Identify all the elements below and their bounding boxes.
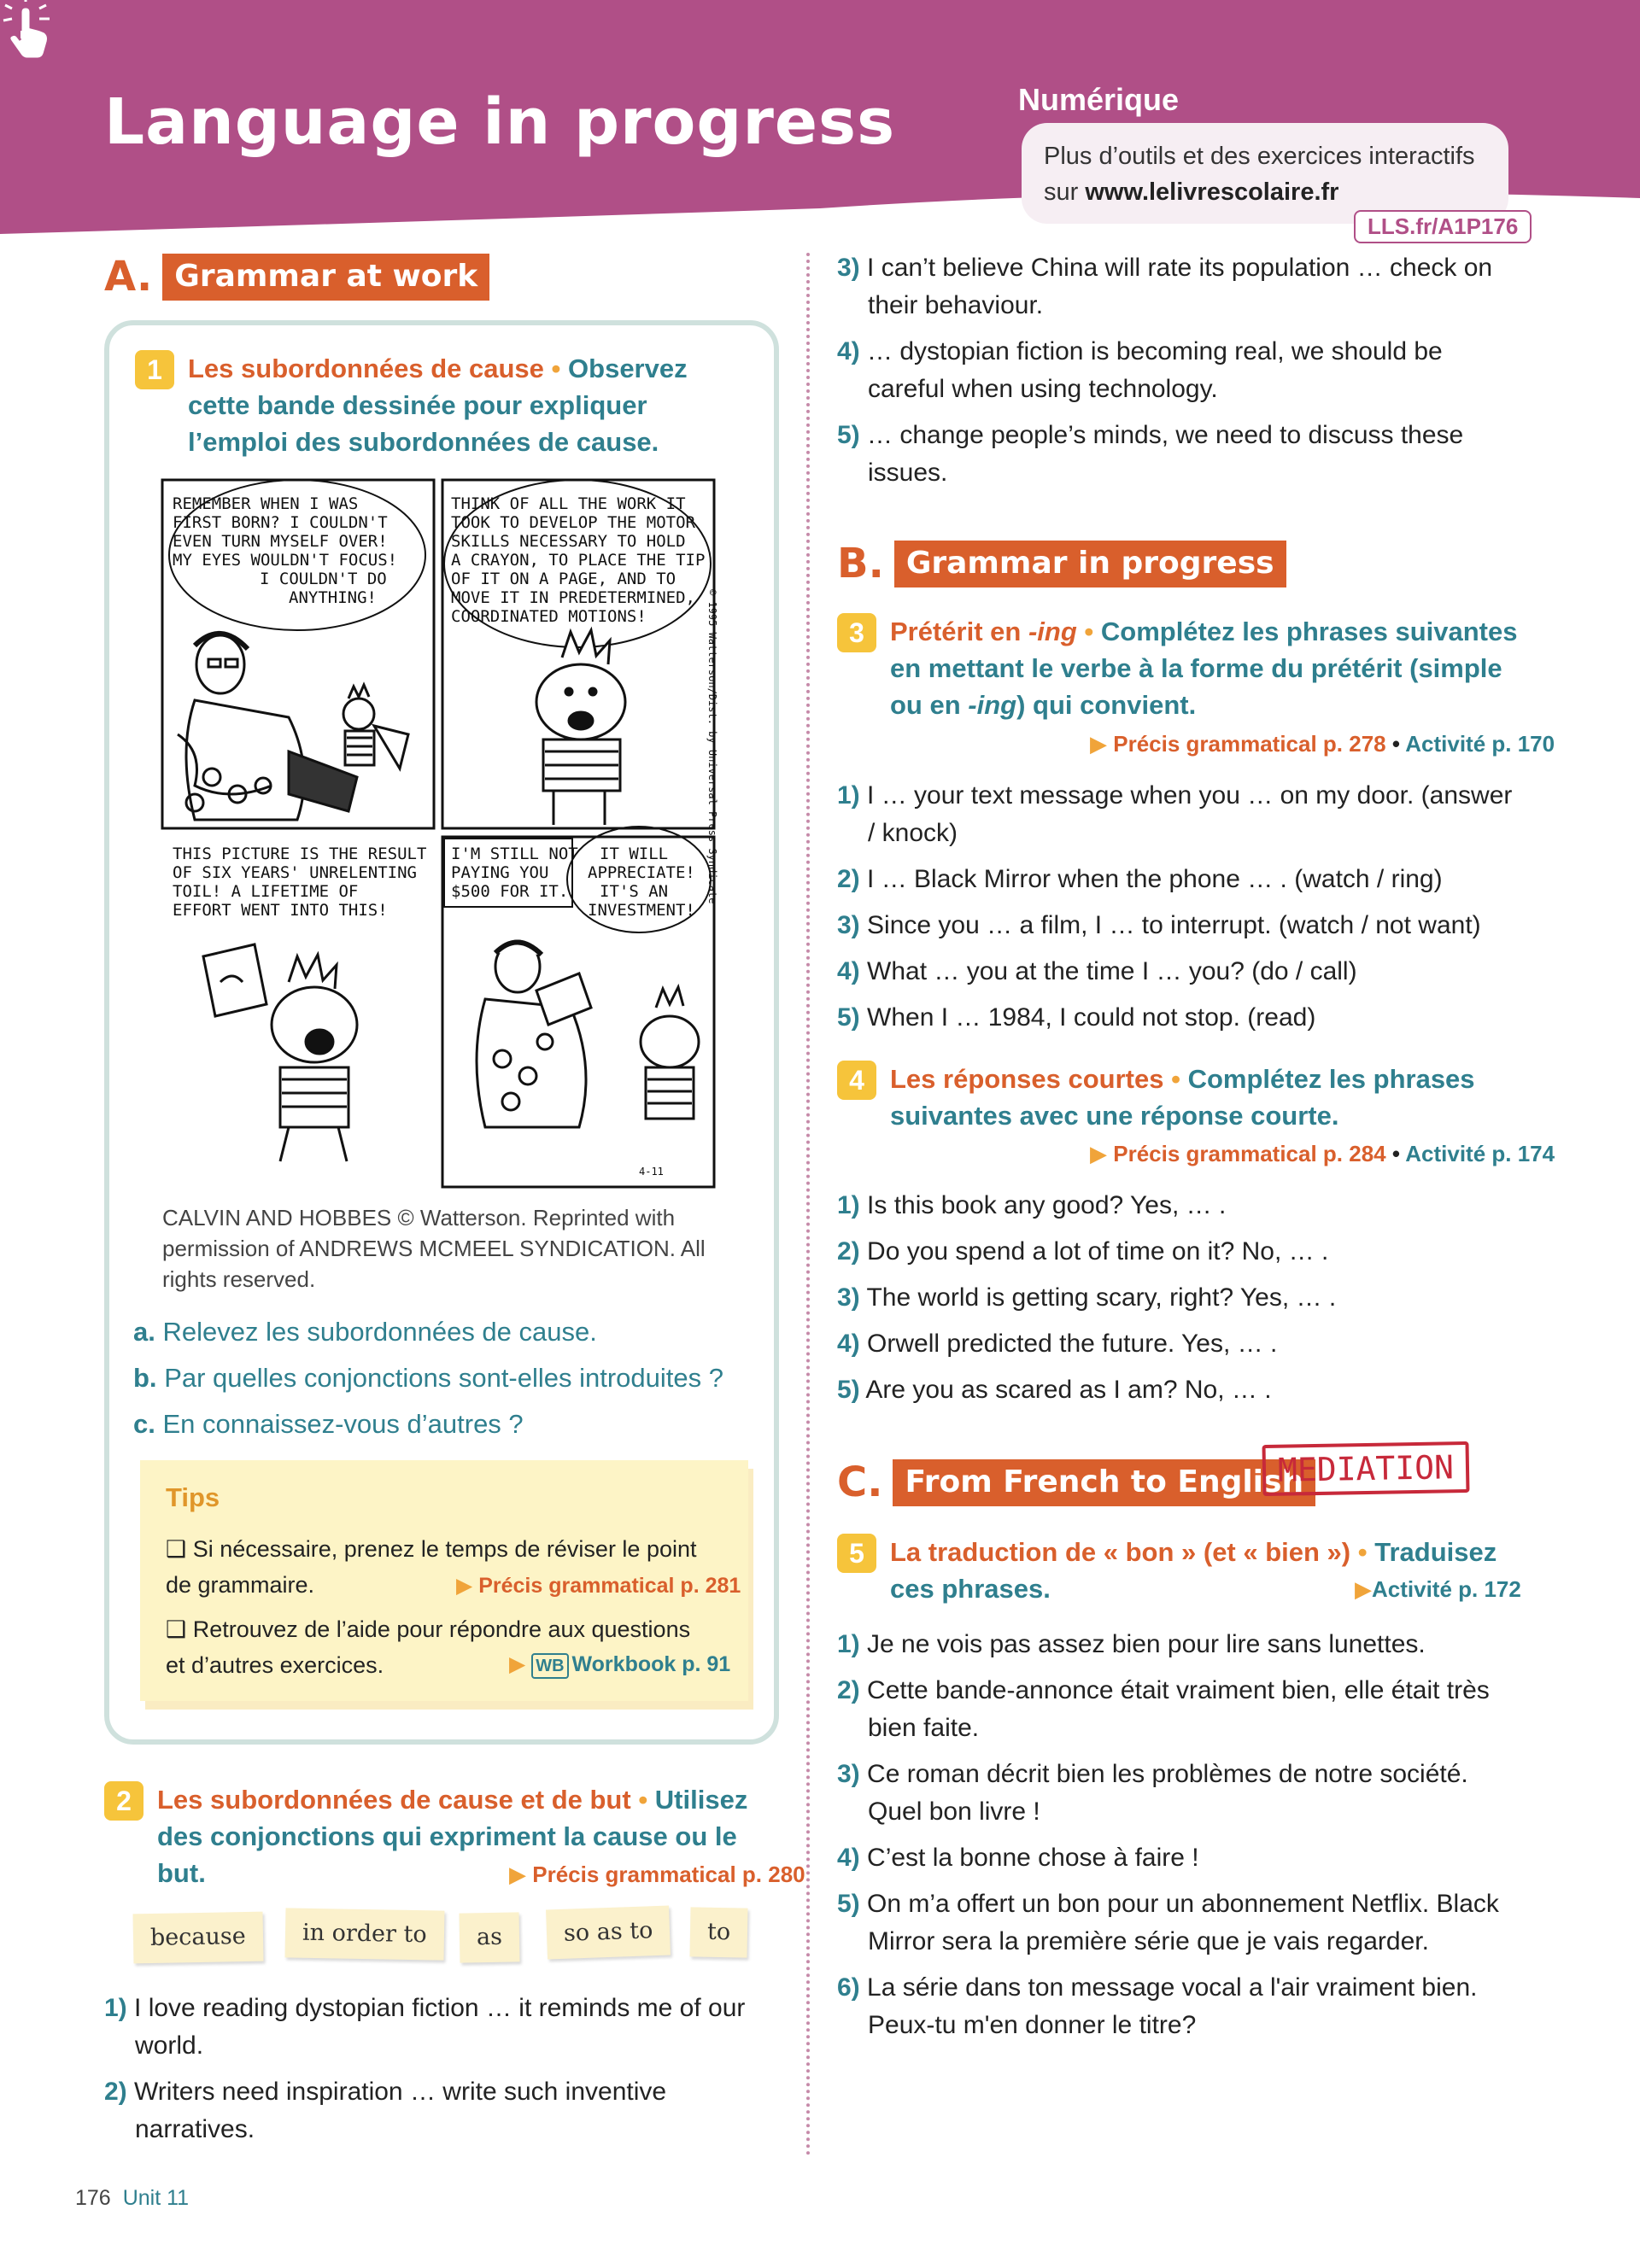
- column-divider: [806, 253, 810, 2157]
- text: En connaissez-vous d’autres ?: [162, 1409, 524, 1439]
- text: MY EYES WOULDN'T FOCUS!: [173, 551, 398, 570]
- text: Complétez les phrases: [1187, 1064, 1475, 1094]
- text: INVESTMENT!: [588, 901, 695, 920]
- text: From French to English: [893, 1459, 1315, 1506]
- text: •: [638, 1785, 648, 1815]
- text: c.: [133, 1409, 155, 1439]
- text: IT'S AN: [600, 882, 669, 901]
- tip-line: ❑ Si nécessaire, prenez le temps de réviser le point: [166, 1536, 697, 1562]
- text: en mettant le verbe à la forme du prétérit (simple: [890, 653, 1502, 683]
- text: The world is getting scary, right? Yes, … .: [866, 1283, 1337, 1312]
- comic-credit: CALVIN AND HOBBES © Watterson. Reprinted with permission of ANDREWS MCMEEL SYNDICATION. All rights reserved.: [162, 1205, 706, 1292]
- text: SKILLS NECESSARY TO HOLD: [451, 532, 686, 551]
- text: Activité p. 170: [1405, 731, 1555, 757]
- text: Orwell predicted the future. Yes, … .: [867, 1330, 1278, 1358]
- exercise-title: Les subordonnées de cause: [188, 354, 544, 383]
- text: TOOK TO DEVELOP THE MOTOR: [451, 513, 695, 532]
- text: 1): [837, 781, 860, 810]
- numerique-text: Plus d’outils et des exercices interactifs: [1044, 143, 1475, 170]
- header-band: [0, 0, 1640, 248]
- list-item: [837, 249, 1520, 324]
- text: I … your text message when you … on my door. (answer / knock): [867, 781, 1513, 847]
- text: Are you as scared as I am? No, … .: [865, 1376, 1272, 1404]
- list-item: [837, 333, 1520, 408]
- text: 3): [837, 1283, 860, 1312]
- text: C.: [837, 1458, 883, 1506]
- text: 6): [837, 1973, 860, 2002]
- text: 4: [837, 1061, 876, 1100]
- text: ou en: [890, 690, 969, 720]
- text: •: [1084, 617, 1094, 646]
- tips-title: Tips: [166, 1482, 220, 1512]
- text: conjonctions qui expriment la cause ou le but.: [157, 1821, 737, 1888]
- text: 5: [837, 1534, 876, 1573]
- text: Précis grammatical p. 278: [1113, 731, 1386, 757]
- text: La traduction de « bon » (et « bien »): [890, 1537, 1351, 1567]
- text: B.: [837, 540, 884, 587]
- question-b: [133, 1363, 723, 1394]
- text: C’est la bonne chose à faire !: [867, 1844, 1199, 1872]
- text: Les subordonnées de cause et de but: [157, 1785, 631, 1815]
- tip-ref-workbook[interactable]: [509, 1651, 730, 1679]
- text: Workbook p. 91: [571, 1652, 731, 1676]
- tips-box: [140, 1460, 748, 1701]
- section-b-heading: [837, 540, 1286, 587]
- text: 3: [837, 613, 876, 652]
- section-letter: A.: [104, 253, 153, 301]
- text: REMEMBER WHEN I WAS: [173, 494, 359, 513]
- tip-ref-precis[interactable]: [456, 1573, 741, 1599]
- text: Les réponses courtes: [890, 1064, 1164, 1094]
- text: I'M STILL NOT: [451, 845, 578, 863]
- text: Précis grammatical p. 284: [1113, 1141, 1386, 1166]
- conjunction-chip: to: [689, 1907, 747, 1957]
- text: Traduisez: [1374, 1537, 1497, 1567]
- instruction: Observez cette: [188, 354, 688, 420]
- text: $500 FOR IT.: [451, 882, 569, 901]
- text: I love reading dystopian fiction … it reminds me of our world.: [134, 1994, 746, 2060]
- text: 1): [104, 1994, 127, 2022]
- exercise-4-header: [837, 1061, 1538, 1134]
- text: -ing: [1028, 617, 1077, 646]
- exercise-5-ref[interactable]: [1355, 1576, 1521, 1603]
- calvin-and-hobbes-comic: [161, 478, 716, 1189]
- text: TOIL! A LIFETIME OF: [173, 882, 359, 901]
- exercise-2-list-right: [837, 249, 1520, 500]
- text: On m’a offert un bon pour un abonnement Netflix. Black Mirror sera la première série que je vais regarder.: [867, 1890, 1499, 1955]
- text: PAYING YOU: [451, 863, 549, 882]
- exercise-number: 2: [104, 1781, 144, 1821]
- text: 5): [837, 1890, 860, 1918]
- numerique-link[interactable]: www.lelivrescolaire.fr: [1085, 178, 1339, 206]
- text: 4): [837, 957, 860, 985]
- numerique-label: Numérique: [1018, 82, 1180, 117]
- text: 3): [837, 1760, 860, 1788]
- arrow-icon: ▶: [1355, 1576, 1372, 1602]
- text: Activité p. 174: [1405, 1141, 1555, 1166]
- comic-panel-2-text: [451, 494, 705, 626]
- text: I … Black Mirror when the phone … . (watch / ring): [867, 865, 1443, 893]
- tip-line: ❑ Retrouvez de l’aide pour répondre aux questions: [166, 1616, 691, 1642]
- text: a.: [133, 1317, 155, 1347]
- conjunction-chip: so as to: [546, 1905, 671, 1959]
- exercise-5-list: [837, 1626, 1520, 2053]
- bullet: •: [551, 354, 561, 383]
- exercise-3-list: [837, 777, 1520, 1045]
- text: OF IT ON A PAGE, AND TO: [451, 570, 676, 588]
- text: 3): [837, 911, 860, 939]
- text: Par quelles conjonctions sont-elles introduites ?: [164, 1363, 724, 1393]
- text: APPRECIATE!: [588, 863, 695, 882]
- conjunction-chip: because: [133, 1912, 264, 1964]
- exercise-2-ref[interactable]: [509, 1862, 805, 1888]
- text: EFFORT WENT INTO THIS!: [173, 901, 388, 920]
- text: 1): [837, 1630, 860, 1658]
- text: I can’t believe China will rate its population … check on their behaviour.: [867, 254, 1493, 319]
- text: A CRAYON, TO PLACE THE TIP: [451, 551, 706, 570]
- section-label: Grammar at work: [162, 254, 489, 301]
- arrow-icon: ▶: [509, 1862, 526, 1887]
- text: 2): [104, 2078, 127, 2106]
- text: •: [1171, 1064, 1180, 1094]
- question-c: [133, 1409, 524, 1440]
- exercise-number: 1: [135, 350, 174, 389]
- list-item: [837, 417, 1520, 492]
- text: Activité p. 172: [1372, 1576, 1521, 1602]
- text: Do you spend a lot of time on it? No, … .: [867, 1237, 1329, 1266]
- text: Cette bande-annonce était vraiment bien, elle était très bien faite.: [867, 1676, 1490, 1742]
- text: 4): [837, 337, 860, 365]
- instruction: subordonnées de cause.: [348, 427, 659, 457]
- arrow-icon: ▶: [1090, 1141, 1107, 1166]
- workbook-icon: WB: [531, 1653, 568, 1679]
- exercise-3-header: [837, 613, 1538, 723]
- text: ) qui convient.: [1016, 690, 1197, 720]
- instruction: bande dessinée pour expliquer l’emploi des: [188, 390, 647, 457]
- text: 4-11: [639, 1166, 664, 1178]
- exercise-2-list-left: [104, 1990, 788, 2157]
- text: 5): [837, 1376, 860, 1404]
- conjunction-chip: in order to: [285, 1908, 445, 1960]
- exercise-4-list: [837, 1187, 1520, 1418]
- page-title: Language in progress: [104, 85, 896, 159]
- text: THIS PICTURE IS THE RESULT: [173, 845, 427, 863]
- numerique-prefix: sur: [1044, 178, 1086, 206]
- text: IT WILL: [600, 845, 669, 863]
- text: 3): [837, 254, 860, 282]
- text: •: [1357, 1537, 1368, 1567]
- text: Je ne vois pas assez bien pour lire sans lunettes.: [867, 1630, 1426, 1658]
- text: What … you at the time I … you? (do / call): [867, 957, 1357, 985]
- text: Précis grammatical p. 281: [478, 1574, 741, 1598]
- exercise-4-ref[interactable]: ▶ Précis grammatical p. 284 • Activité p. 174: [1090, 1141, 1555, 1166]
- text: MOVE IT IN PREDETERMINED,: [451, 588, 695, 607]
- text: Grammar in progress: [894, 541, 1286, 587]
- arrow-icon: ▶: [509, 1652, 526, 1676]
- text: Prétérit en: [890, 617, 1028, 646]
- text: When I … 1984, I could not stop. (read): [867, 1003, 1316, 1032]
- text: b.: [133, 1363, 157, 1393]
- section-c-heading: [837, 1458, 1315, 1506]
- text: ces phrases.: [890, 1574, 1051, 1604]
- text: Ce roman décrit bien les problèmes de notre société. Quel bon livre !: [867, 1760, 1468, 1826]
- list-item: [104, 2073, 788, 2148]
- text: 5): [837, 1003, 860, 1032]
- touch-hand-icon: [0, 0, 55, 61]
- mediation-badge: MEDIATION: [1262, 1441, 1469, 1496]
- page-number: 176: [75, 2186, 111, 2210]
- text: -ing: [968, 690, 1017, 720]
- text: THINK OF ALL THE WORK IT: [451, 494, 686, 513]
- text: 4): [837, 1330, 860, 1358]
- page-footer: [75, 2186, 189, 2211]
- text: Writers need inspiration … write such inventive narratives.: [134, 2078, 667, 2143]
- list-item: [104, 1990, 788, 2065]
- tip-line: de grammaire.: [166, 1572, 315, 1598]
- arrow-icon: ▶: [456, 1574, 473, 1598]
- section-a-heading: [104, 253, 489, 301]
- text: OF SIX YEARS' UNRELENTING: [173, 863, 417, 882]
- text: La série dans ton message vocal a l'air vraiment bien. Peux-tu m'en donner le titre?: [867, 1973, 1478, 2039]
- arrow-icon: ▶: [1090, 731, 1107, 757]
- comic-panel-3-text: [173, 845, 426, 920]
- text: EVEN TURN MYSELF OVER!: [173, 532, 388, 551]
- text: 4): [837, 1844, 860, 1872]
- text: 2): [837, 1237, 860, 1266]
- numerique-box: [1022, 123, 1508, 224]
- text: Utilisez des: [157, 1785, 748, 1851]
- text: … dystopian fiction is becoming real, we should be careful when using technology.: [867, 337, 1443, 403]
- text: suivantes avec une réponse courte.: [890, 1101, 1339, 1131]
- text: Précis grammatical p. 280: [532, 1862, 805, 1887]
- text: 1): [837, 1191, 860, 1219]
- text: COORDINATED MOTIONS!: [451, 607, 647, 626]
- exercise-3-ref[interactable]: ▶ Précis grammatical p. 278 • Activité p. 170: [1090, 731, 1555, 757]
- unit-label: Unit 11: [122, 2186, 190, 2210]
- exercise-1-header: [135, 350, 750, 460]
- text: … change people’s minds, we need to discuss these issues.: [867, 421, 1464, 487]
- text: FIRST BORN? I COULDN'T: [173, 513, 388, 532]
- text: ANYTHING!: [289, 588, 377, 607]
- text: I COULDN'T DO: [260, 570, 387, 588]
- text: © 1995 Watterson/Dist. by Universal Press Syndicate: [706, 589, 718, 904]
- text: Complétez les phrases suivantes: [1100, 617, 1518, 646]
- tip-line: et d’autres exercices.: [166, 1652, 384, 1678]
- text: 5): [837, 421, 860, 449]
- text: Is this book any good? Yes, … .: [867, 1191, 1227, 1219]
- question-a: [133, 1317, 597, 1347]
- lls-code-link[interactable]: LLS.fr/A1P176: [1354, 210, 1532, 243]
- text: Relevez les subordonnées de cause.: [162, 1317, 597, 1347]
- text: 2): [837, 1676, 860, 1704]
- text: 2): [837, 865, 860, 893]
- text: Since you … a film, I … to interrupt. (watch / not want): [867, 911, 1481, 939]
- conjunction-chip: as: [459, 1912, 519, 1962]
